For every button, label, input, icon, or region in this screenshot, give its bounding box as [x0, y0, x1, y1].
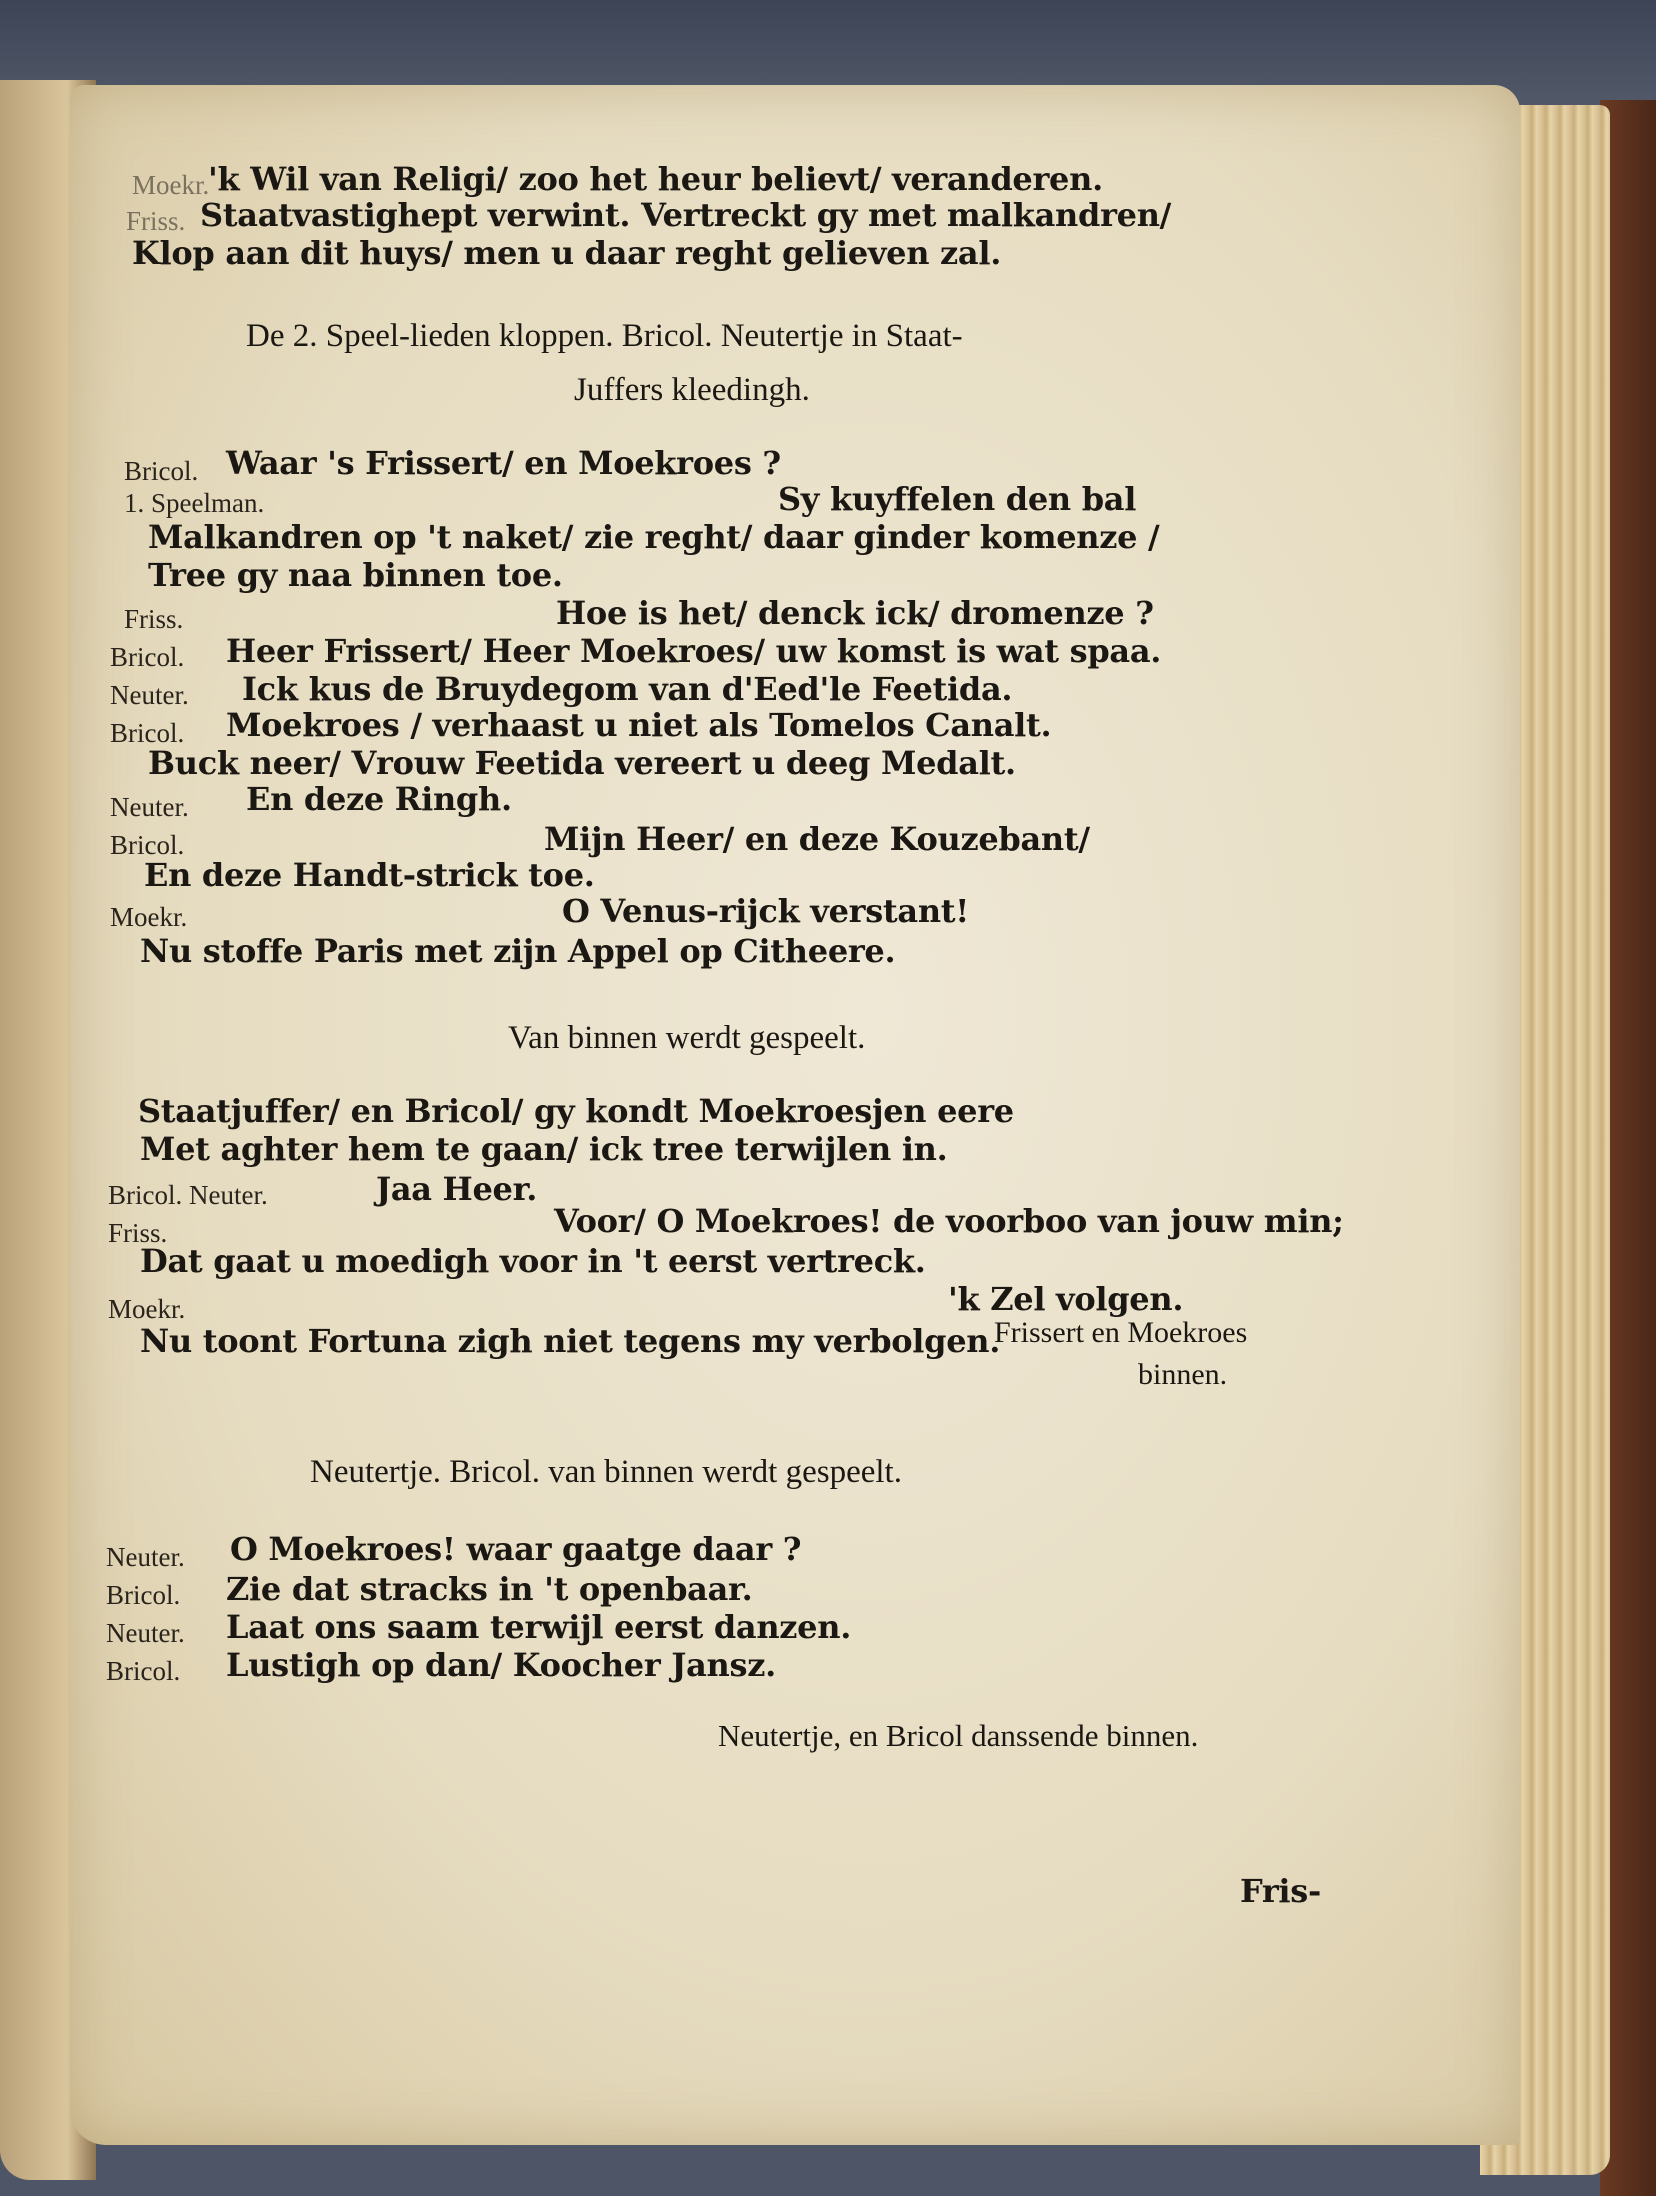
- stage-direction: De 2. Speel-lieden kloppen. Bricol. Neutertje in Staat-: [246, 318, 963, 354]
- speaker-label: Bricol.: [110, 830, 185, 860]
- speaker-label: Moekr.: [110, 902, 188, 932]
- speaker-label: 1. Speelman.: [124, 488, 265, 518]
- stage-direction: Neutertje. Bricol. van binnen werdt gespeelt.: [310, 1454, 902, 1490]
- speaker-label: Bricol.: [106, 1656, 181, 1686]
- verse-line: Sy kuyffelen den bal: [778, 480, 1137, 518]
- speaker-label: Bricol. Neuter.: [108, 1180, 268, 1210]
- speaker-label: Friss.: [124, 604, 184, 634]
- verse-line: Tree gy naa binnen toe.: [148, 556, 563, 594]
- verse-line: Voor/ O Moekroes! de voorboo van jouw min;: [554, 1202, 1344, 1240]
- speaker-label: Friss.: [108, 1218, 168, 1248]
- verse-line: Laat ons saam terwijl eerst danzen.: [226, 1608, 852, 1646]
- verse-line: Zie dat stracks in 't openbaar.: [226, 1570, 753, 1608]
- speaker-label: Friss.: [126, 206, 186, 236]
- verse-line: Buck neer/ Vrouw Feetida vereert u deeg Medalt.: [148, 744, 1016, 782]
- verse-line: Lustigh op dan/ Koocher Jansz.: [226, 1646, 776, 1684]
- verse-line: Klop aan dit huys/ men u daar reght gelieven zal.: [132, 234, 1002, 272]
- verse-line: 'k Zel volgen.: [948, 1280, 1184, 1318]
- speaker-label: Neuter.: [110, 680, 189, 710]
- verse-line: Staatjuffer/ en Bricol/ gy kondt Moekroesjen eere: [138, 1092, 1014, 1130]
- exit-direction: Frissert en Moekroes: [994, 1316, 1248, 1349]
- verse-line: Jaa Heer.: [376, 1170, 538, 1208]
- verse-line: O Venus-rijck verstant!: [562, 892, 970, 930]
- verse-line: Waar 's Frissert/ en Moekroes ?: [226, 444, 781, 482]
- verse-line: Hoe is het/ denck ick/ dromenze ?: [556, 594, 1154, 632]
- speaker-label: Moekr.: [132, 170, 210, 200]
- verse-line: Nu stoffe Paris met zijn Appel op Citheere.: [140, 932, 896, 970]
- speaker-label: Bricol.: [124, 456, 199, 486]
- verse-line: Staatvastighept verwint. Vertreckt gy met malkandren/: [200, 196, 1172, 234]
- verse-line: Met aghter hem te gaan/ ick tree terwijlen in.: [140, 1130, 948, 1168]
- verse-line: Heer Frissert/ Heer Moekroes/ uw komst is wat spaa.: [226, 632, 1162, 670]
- verse-line: Ick kus de Bruydegom van d'Eed'le Feetida.: [242, 670, 1013, 708]
- speaker-label: Moekr.: [108, 1294, 186, 1324]
- speaker-label: Neuter.: [110, 792, 189, 822]
- verse-line: Dat gaat u moedigh voor in 't eerst vertreck.: [140, 1242, 926, 1280]
- catchword: Fris-: [1240, 1872, 1321, 1910]
- verse-line: En deze Handt-strick toe.: [144, 856, 595, 894]
- stage-direction: Juffers kleedingh.: [574, 372, 810, 408]
- verse-line: Mijn Heer/ en deze Kouzebant/: [544, 820, 1090, 858]
- verse-line: Moekroes / verhaast u niet als Tomelos Canalt.: [226, 706, 1052, 744]
- exit-direction: binnen.: [1138, 1358, 1228, 1391]
- final-stage-direction: Neutertje, en Bricol danssende binnen.: [718, 1718, 1199, 1753]
- verse-line: Nu toont Fortuna zigh niet tegens my verbolgen.: [140, 1322, 1001, 1360]
- verse-line: En deze Ringh.: [246, 780, 512, 818]
- verse-line: 'k Wil van Religi/ zoo het heur believt/ veranderen.: [208, 160, 1103, 198]
- speaker-label: Neuter.: [106, 1542, 185, 1572]
- speaker-label: Neuter.: [106, 1618, 185, 1648]
- verse-line: Malkandren op 't naket/ zie reght/ daar ginder komenze /: [148, 518, 1160, 556]
- speaker-label: Bricol.: [110, 642, 185, 672]
- verse-line: O Moekroes! waar gaatge daar ?: [230, 1530, 802, 1568]
- speaker-label: Bricol.: [110, 718, 185, 748]
- stage-direction: Van binnen werdt gespeelt.: [508, 1020, 866, 1056]
- speaker-label: Bricol.: [106, 1580, 181, 1610]
